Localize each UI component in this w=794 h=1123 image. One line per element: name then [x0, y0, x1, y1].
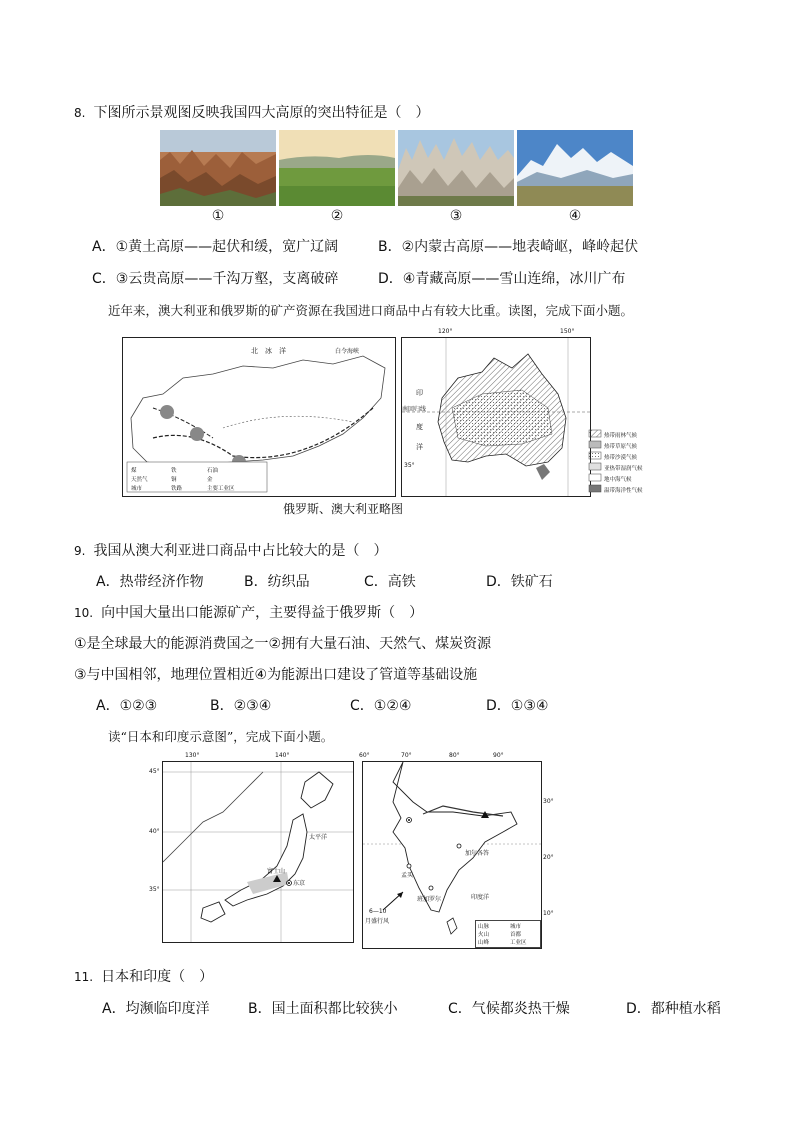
q8-option-c[interactable]: C．③云贵高原——千沟万壑，支离破碎 [92, 271, 339, 287]
legend-tropical-desert: 热带沙漠气候 [604, 455, 638, 461]
q9-option-c[interactable]: C．高铁 [364, 574, 416, 590]
intro-russia-australia: 近年来，澳大利亚和俄罗斯的矿产资源在我国进口商品中占有较大比重。读图，完成下面小题。 [108, 303, 634, 318]
q8-number: 8. [74, 106, 86, 120]
legend-mountain: 山脉 [478, 924, 490, 930]
photo-inner-mongolia-plateau [279, 130, 395, 206]
india-lat-10: 10° [543, 910, 554, 917]
legend-subtropical-humid: 亚热带湿润气候 [604, 466, 643, 472]
monsoon-months-label: 6—10 [369, 908, 387, 915]
q8-option-b[interactable]: B．②内蒙古高原——地表崎岖，峰岭起伏 [378, 239, 639, 255]
photo-label-2: ② [330, 208, 344, 224]
q9-number: 9. [74, 544, 86, 558]
q8-stem [74, 102, 429, 122]
q10-number: 10. [74, 606, 94, 620]
mt-fuji-label: 富士山 [267, 868, 286, 875]
q11-option-a[interactable]: A．均濒临印度洋 [102, 1001, 210, 1017]
legend-industrial-zone: 主要工业区 [207, 486, 235, 492]
australia-map [401, 328, 591, 497]
legend-city-india: 城市 [510, 924, 522, 930]
q11-number: 11. [74, 970, 94, 984]
q8-option-a[interactable]: A．①黄土高原——起伏和缓，宽广辽阔 [92, 239, 339, 255]
legend-coal: 煤 [131, 468, 137, 474]
india-map [359, 752, 554, 949]
legend-tropical-savanna: 热带草原气候 [604, 444, 638, 450]
q10-option-b[interactable]: B．②③④ [210, 698, 272, 714]
q10-statements-1: ①是全球最大的能源消费国之一②拥有大量石油、天然气、煤炭资源 [74, 636, 492, 652]
legend-gold: 金 [207, 477, 213, 483]
aus-lat-35: 35° [404, 462, 415, 469]
russia-bering-label: 白令海峡 [335, 348, 360, 355]
india-lon-90: 90° [493, 752, 504, 759]
tokyo-label: 东京 [293, 880, 306, 887]
legend-oil: 石油 [207, 468, 219, 474]
kolkata-label: 加尔各答 [465, 850, 490, 857]
photo-yunnan-guizhou-plateau [398, 130, 514, 206]
q10-option-a[interactable]: A．①②③ [96, 698, 158, 714]
q10-stem [74, 602, 423, 622]
q9-option-a[interactable]: A．热带经济作物 [96, 574, 204, 590]
japan-lat-40: 40° [149, 828, 160, 835]
photo-label-1: ① [211, 208, 225, 224]
q11-option-c[interactable]: C．气候都炎热干燥 [448, 1001, 570, 1017]
aus-ocean-3: 洋 [416, 443, 423, 451]
japan-lon-140: 140° [275, 752, 290, 759]
q8-option-d[interactable]: D．④青藏高原——雪山连绵，冰川广布 [378, 271, 626, 287]
india-lon-60: 60° [359, 752, 370, 759]
mumbai-label: 孟买 [401, 872, 414, 879]
map1-caption: 俄罗斯、澳大利亚略图 [283, 502, 404, 516]
legend-volcano: 火山 [478, 932, 490, 938]
bangalore-label: 班加罗尔 [417, 896, 442, 903]
legend-copper: 铜 [171, 477, 177, 483]
russia-arctic-ocean-label: 北 冰 洋 [251, 347, 286, 355]
aus-lon-150: 150° [560, 328, 575, 335]
legend-mediterranean: 地中海气候 [604, 477, 632, 483]
russia-map [122, 337, 396, 497]
aus-climate-legend [588, 428, 668, 498]
monsoon-wind-label: 月盛行风 [365, 918, 390, 925]
photo-loess-plateau [160, 130, 276, 206]
legend-city: 城市 [131, 486, 143, 492]
japan-map [149, 752, 354, 943]
india-lat-30: 30° [543, 798, 554, 805]
q10-statements-2: ③与中国相邻，地理位置相近④为能源出口建设了管道等基础设施 [74, 667, 478, 683]
intro-japan-india: 读“日本和印度示意图”，完成下面小题。 [108, 729, 334, 744]
legend-temperate-maritime: 温带海洋性气候 [604, 488, 643, 494]
q9-text: 我国从澳大利亚进口商品中占比较大的是（ ） [93, 543, 388, 559]
india-lat-20: 20° [543, 854, 554, 861]
q9-option-b[interactable]: B．纺织品 [244, 574, 310, 590]
legend-tropical-rainforest: 热带雨林气候 [604, 433, 638, 439]
legend-capital: 首都 [510, 932, 522, 938]
q11-option-b[interactable]: B．国土面积都比较狭小 [248, 1001, 398, 1017]
q8-text: 下图所示景观图反映我国四大高原的突出特征是（ ） [93, 105, 430, 121]
aus-lon-120: 120° [438, 328, 453, 335]
japan-pacific-label: 太平洋 [309, 834, 328, 841]
q11-text: 日本和印度（ ） [101, 969, 214, 985]
aus-ocean-1: 印 [416, 389, 423, 397]
india-lon-80: 80° [449, 752, 460, 759]
photo-label-4: ④ [568, 208, 582, 224]
legend-railway: 铁路 [171, 486, 183, 492]
photo-label-3: ③ [449, 208, 463, 224]
q9-stem [74, 540, 387, 560]
legend-peak: 山峰 [478, 940, 490, 946]
aus-ocean-2: 度 [416, 423, 423, 431]
aus-tropic-label: 南回归线 [402, 406, 427, 413]
legend-industrial: 工业区 [510, 940, 527, 946]
q9-option-d[interactable]: D．铁矿石 [486, 574, 553, 590]
india-ocean-label: 印度洋 [471, 894, 490, 901]
q10-text: 向中国大量出口能源矿产，主要得益于俄罗斯（ ） [101, 605, 424, 621]
india-lon-70: 70° [401, 752, 412, 759]
japan-lon-130: 130° [185, 752, 200, 759]
q10-option-c[interactable]: C．①②④ [350, 698, 412, 714]
japan-lat-35: 35° [149, 886, 160, 893]
photo-qinghai-tibet-plateau [517, 130, 633, 206]
legend-gas: 天然气 [131, 477, 148, 483]
q11-option-d[interactable]: D．都种植水稻 [626, 1001, 721, 1017]
legend-iron: 铁 [171, 468, 177, 474]
india-legend [475, 920, 541, 948]
japan-lat-45: 45° [149, 768, 160, 775]
q11-stem [74, 966, 213, 986]
q10-option-d[interactable]: D．①③④ [486, 698, 549, 714]
